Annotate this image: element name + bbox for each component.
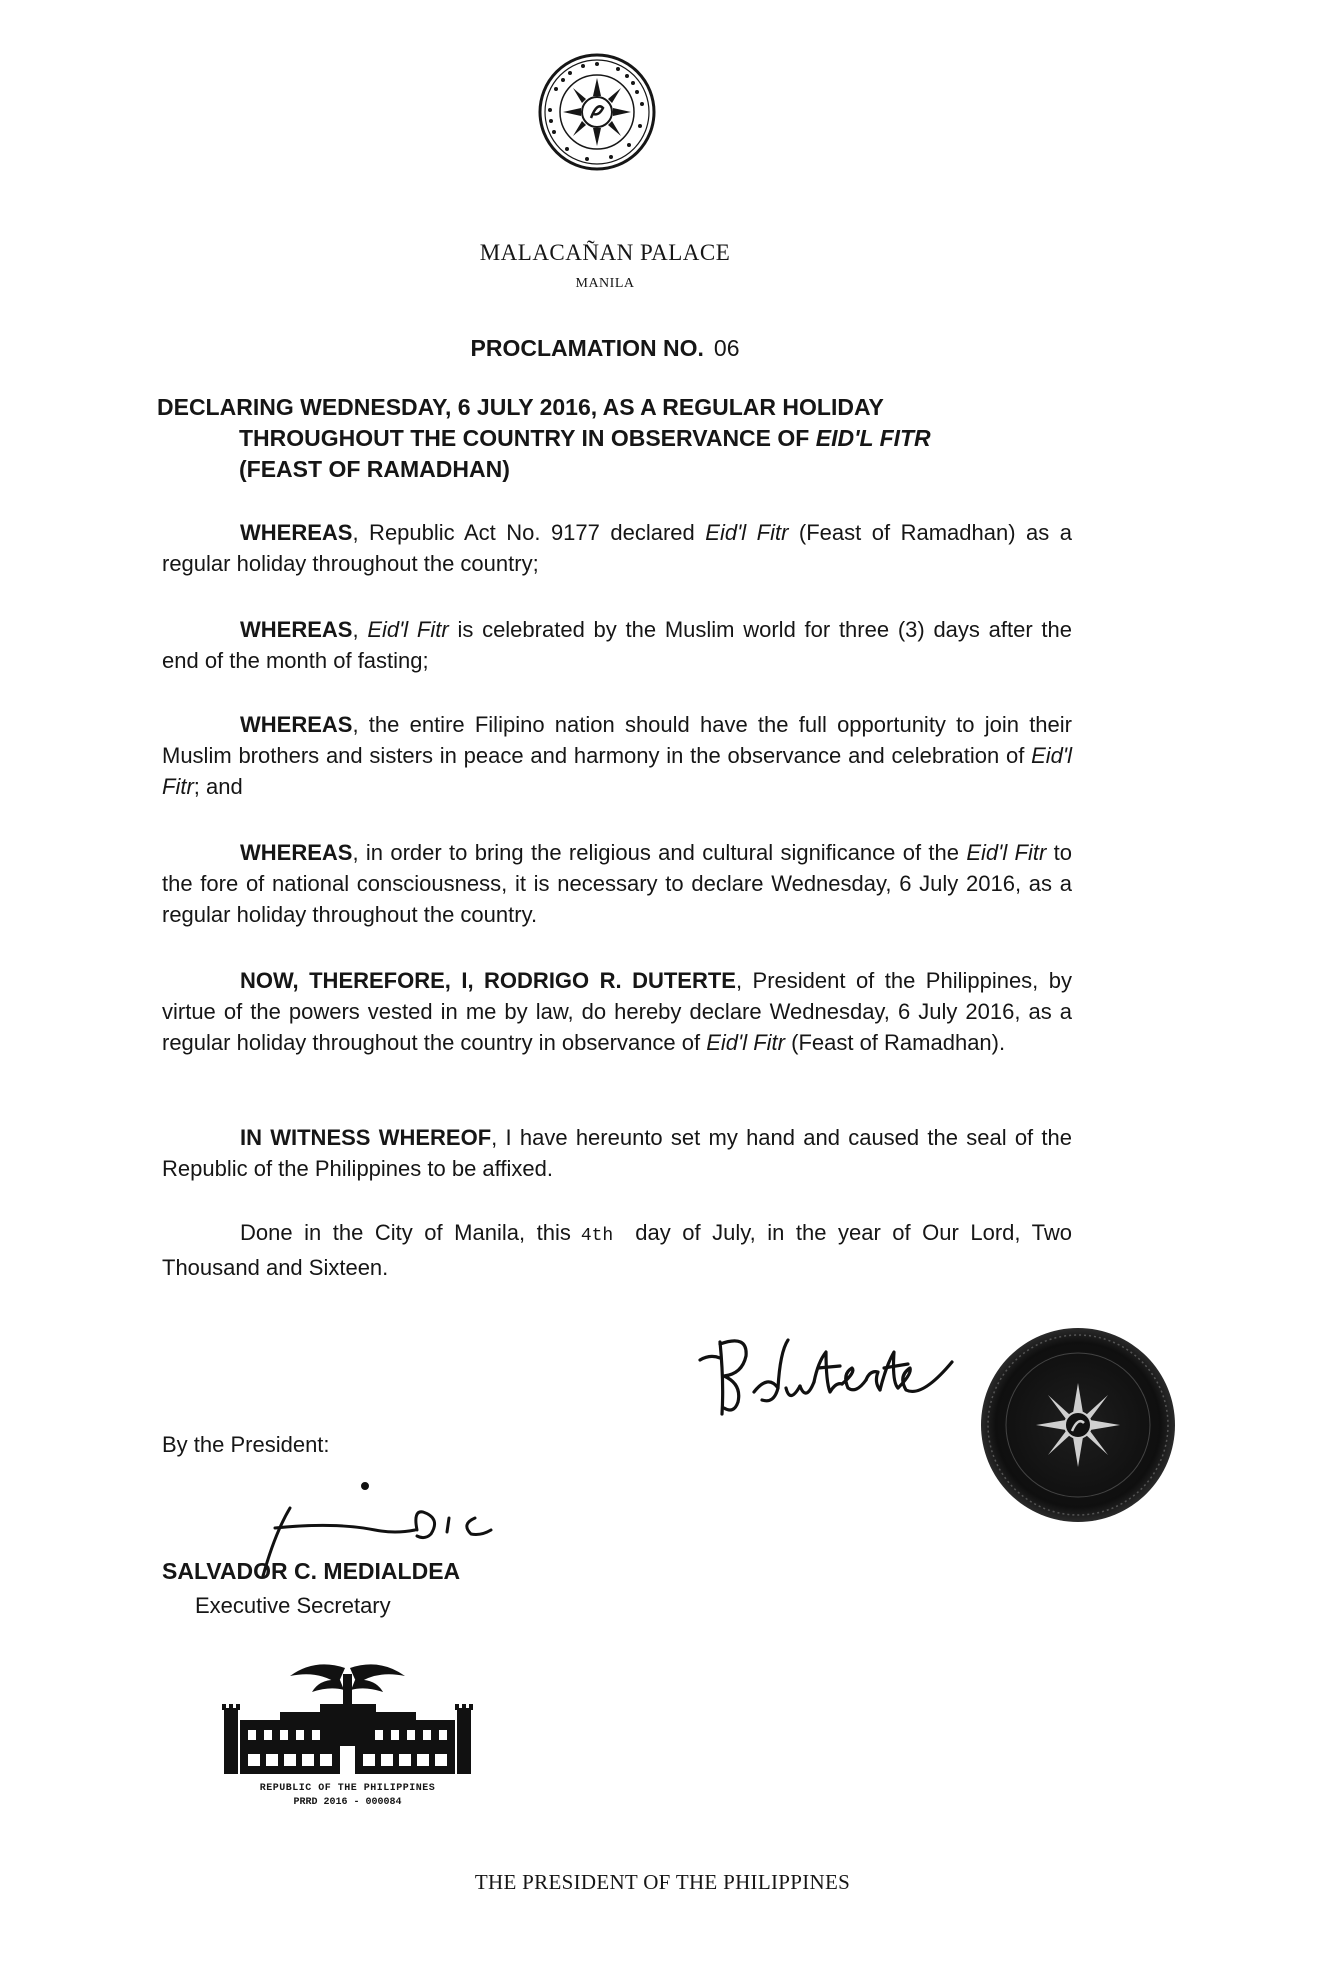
palace-city: MANILA [575, 276, 635, 291]
malacanang-palace-stamp-icon [220, 1658, 475, 1778]
whereas-paragraph-4: WHEREAS, in order to bring the religious and cultural significance of the Eid'l Fitr to the fore of national consciousness, it is necessary to declare Wednesday, 6 July 2016, as a regular holiday throughout the country. [162, 840, 1072, 927]
by-the-president-label: By the President: [162, 1432, 330, 1457]
whereas-paragraph-1: WHEREAS, Republic Act No. 9177 declared Eid'l Fitr (Feast of Ramadhan) as a regular holiday throughout the country; [162, 520, 1073, 576]
dry-seal-icon [978, 1325, 1178, 1525]
proclamation-label: PROCLAMATION NO. [470, 335, 704, 361]
secretary-name: SALVADOR C. MEDIALDEA [162, 1558, 461, 1584]
proclamation-heading [0, 335, 1210, 362]
president-signature [690, 1322, 960, 1432]
proclamation-number: 06 [713, 335, 740, 361]
secretary-title: Executive Secretary [195, 1593, 391, 1618]
done-paragraph: Done in the City of Manila, this 4th day of July, in the year of Our Lord, Two Thousand and Sixteen. [162, 1220, 1072, 1280]
whereas-paragraph-3: WHEREAS, the entire Filipino nation should have the full opportunity to join their Muslim brothers and sisters in peace and harmony in the observance and celebration of Eid'l Fitr; and [162, 712, 1072, 799]
title-italic-term: EID'L FITR [815, 425, 931, 451]
stamp-republic-text: REPUBLIC OF THE PHILIPPINES [259, 1783, 436, 1794]
title-line-3: (FEAST OF RAMADHAN) [239, 456, 510, 482]
witness-paragraph: IN WITNESS WHEREOF, I have hereunto set my hand and caused the seal of the Republic of the Philippines to be affixed. [162, 1125, 1073, 1181]
palace-name: MALACAÑAN PALACE [479, 240, 731, 265]
stamp-reference-number: PRRD 2016 - 000084 [293, 1797, 402, 1808]
proclamation-title [157, 392, 1077, 485]
typed-day: 4th [580, 1226, 614, 1246]
presidential-seal-icon [537, 52, 657, 172]
title-line-2: THROUGHOUT THE COUNTRY IN OBSERVANCE OF EID'L FITR [239, 425, 931, 451]
declaration-paragraph: NOW, THEREFORE, I, RODRIGO R. DUTERTE, President of the Philippines, by virtue of the powers vested in me by law, do hereby declare Wednesday, 6 July 2016, as a regular holiday throughout the country in observance of Eid'l Fitr (Feast of Ramadhan). [162, 968, 1072, 1055]
whereas-paragraph-2: WHEREAS, Eid'l Fitr is celebrated by the Muslim world for three (3) days after the end of the month of fasting; [162, 617, 1072, 673]
title-line-1: DECLARING WEDNESDAY, 6 JULY 2016, AS A REGULAR HOLIDAY [157, 394, 884, 420]
footer-office-title: THE PRESIDENT OF THE PHILIPPINES [474, 1870, 851, 1894]
